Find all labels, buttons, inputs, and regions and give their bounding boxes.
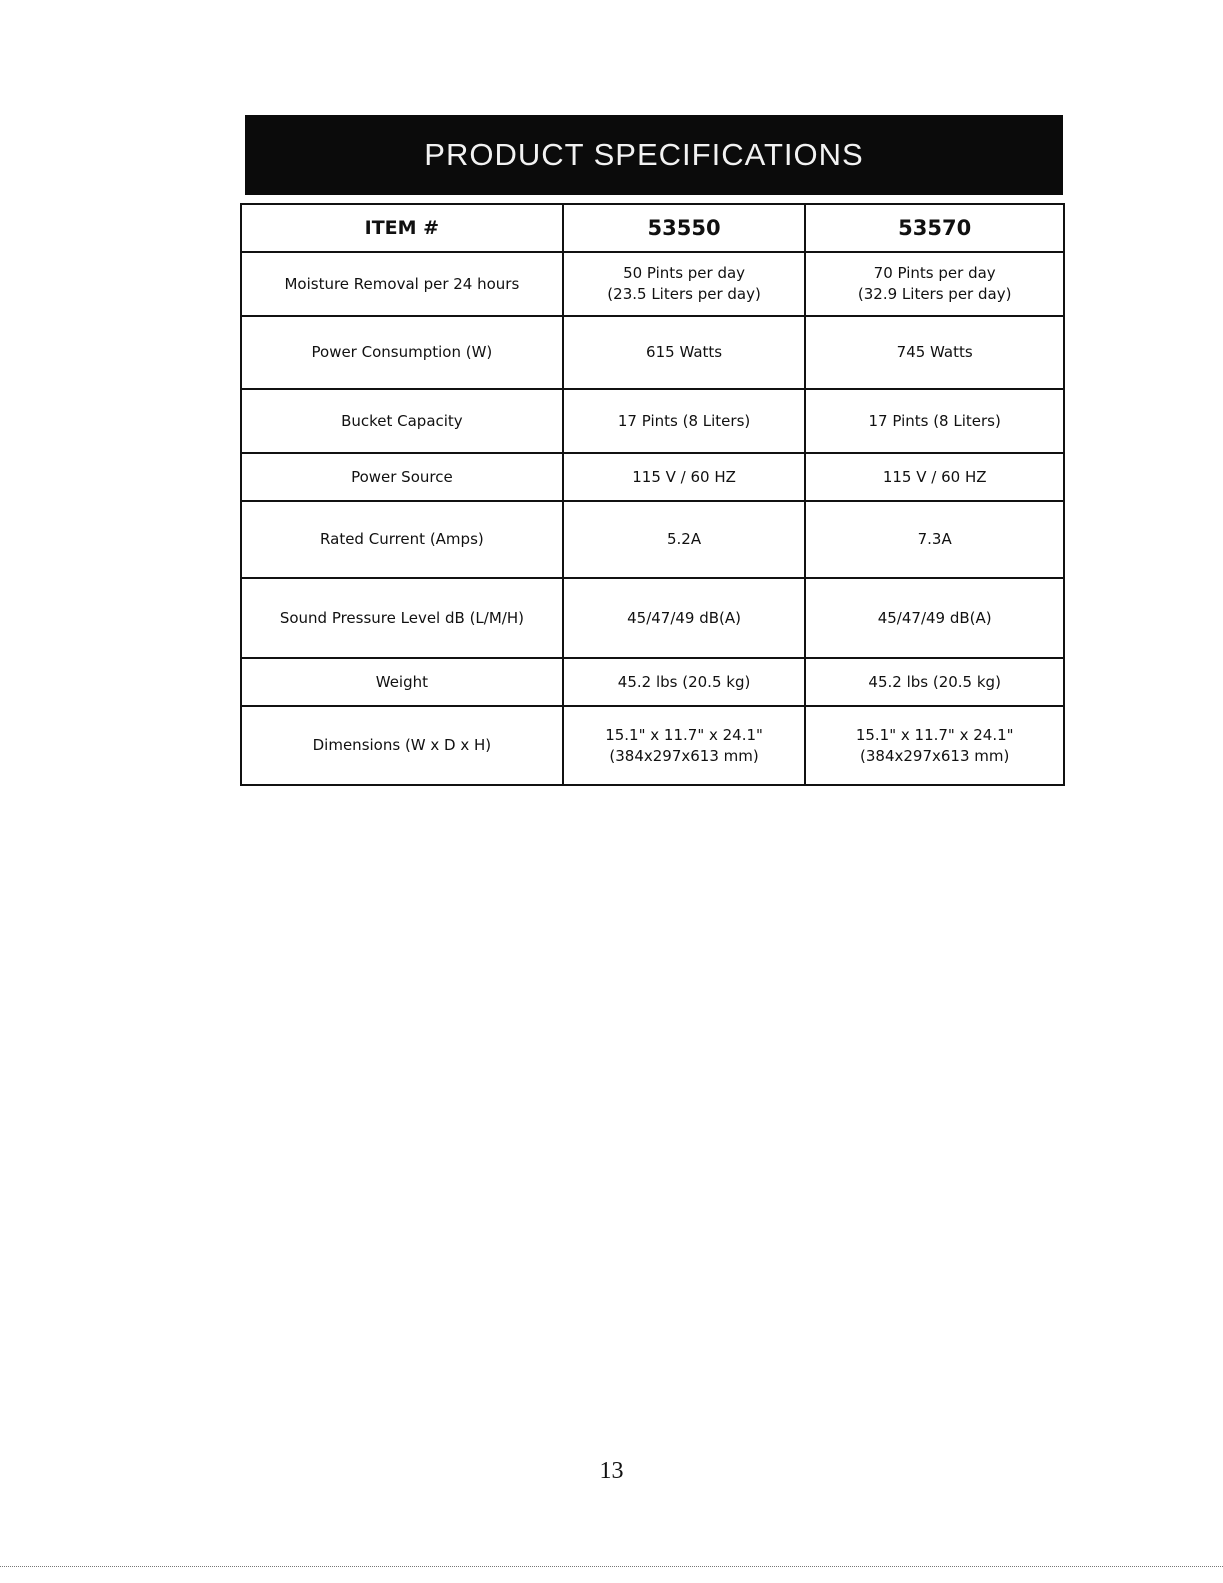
cell-line: (23.5 Liters per day) [607,285,761,303]
cell-line: 50 Pints per day [623,264,746,282]
cell-53570 [805,389,1064,453]
cell-line: 745 Watts [896,343,973,361]
cell-53570 [805,501,1064,578]
cell-line: 17 Pints (8 Liters) [868,411,1001,430]
cell-line: 45.2 lbs (20.5 kg) [868,672,1001,691]
row-label: Power Consumption (W) [241,316,563,389]
cell-line: 45/47/49 dB(A) [627,608,742,627]
cell-line: 5.2A [667,530,702,548]
cell-53550 [563,252,806,316]
cell-line: 115 V / 60 HZ [882,467,987,486]
cell-line: 17 Pints (8 Liters) [617,411,751,430]
cell-53570 [805,706,1064,785]
table-header-row [241,204,1064,252]
cell-53550 [563,501,806,578]
cell-53570 [805,578,1064,658]
cell-53570 [805,453,1064,501]
table-row [241,658,1064,706]
cell-53550 [563,706,806,785]
cell-line: 115 V / 60 HZ [632,467,736,486]
cell-line: 615 Watts [646,343,723,361]
page-number: 13 [599,1458,624,1484]
cell-line: 45/47/49 dB(A) [877,608,992,627]
cell-53550 [563,389,806,453]
cell-53550 [563,453,806,501]
cell-line: 70 Pints per day [873,264,996,282]
row-label: Bucket Capacity [241,389,563,453]
cell-line: 15.1" x 11.7" x 24.1" [855,725,1014,744]
cell-line: (384x297x613 mm) [609,746,759,765]
cell-line: 15.1" x 11.7" x 24.1" [605,725,763,744]
cell-line: (384x297x613 mm) [860,746,1010,765]
table-row [241,501,1064,578]
cell-53570 [805,316,1064,389]
header-model-53550: 53550 [563,204,806,252]
table-row [241,706,1064,785]
cell-line: (32.9 Liters per day) [857,285,1012,303]
table-row [241,252,1064,316]
table-row [241,389,1064,453]
cell-53550 [563,316,806,389]
header-item: ITEM # [241,204,563,252]
cell-line: 7.3A [917,530,952,548]
cell-53570 [805,658,1064,706]
specifications-table [240,203,1065,786]
row-label: Dimensions (W x D x H) [241,706,563,785]
cell-53570 [805,252,1064,316]
cell-line: 45.2 lbs (20.5 kg) [617,672,751,691]
row-label: Sound Pressure Level dB (L/M/H) [241,578,563,658]
row-label: Power Source [241,453,563,501]
cell-53550 [563,658,806,706]
row-label: Weight [241,658,563,706]
table-row [241,453,1064,501]
row-label: Moisture Removal per 24 hours [241,252,563,316]
row-label: Rated Current (Amps) [241,501,563,578]
scan-edge-rule [0,1566,1223,1567]
table-row [241,578,1064,658]
section-banner [245,115,1063,195]
cell-53550 [563,578,806,658]
table-row [241,316,1064,389]
header-model-53570: 53570 [805,204,1064,252]
banner-title: PRODUCT SPECIFICATIONS [424,137,864,172]
